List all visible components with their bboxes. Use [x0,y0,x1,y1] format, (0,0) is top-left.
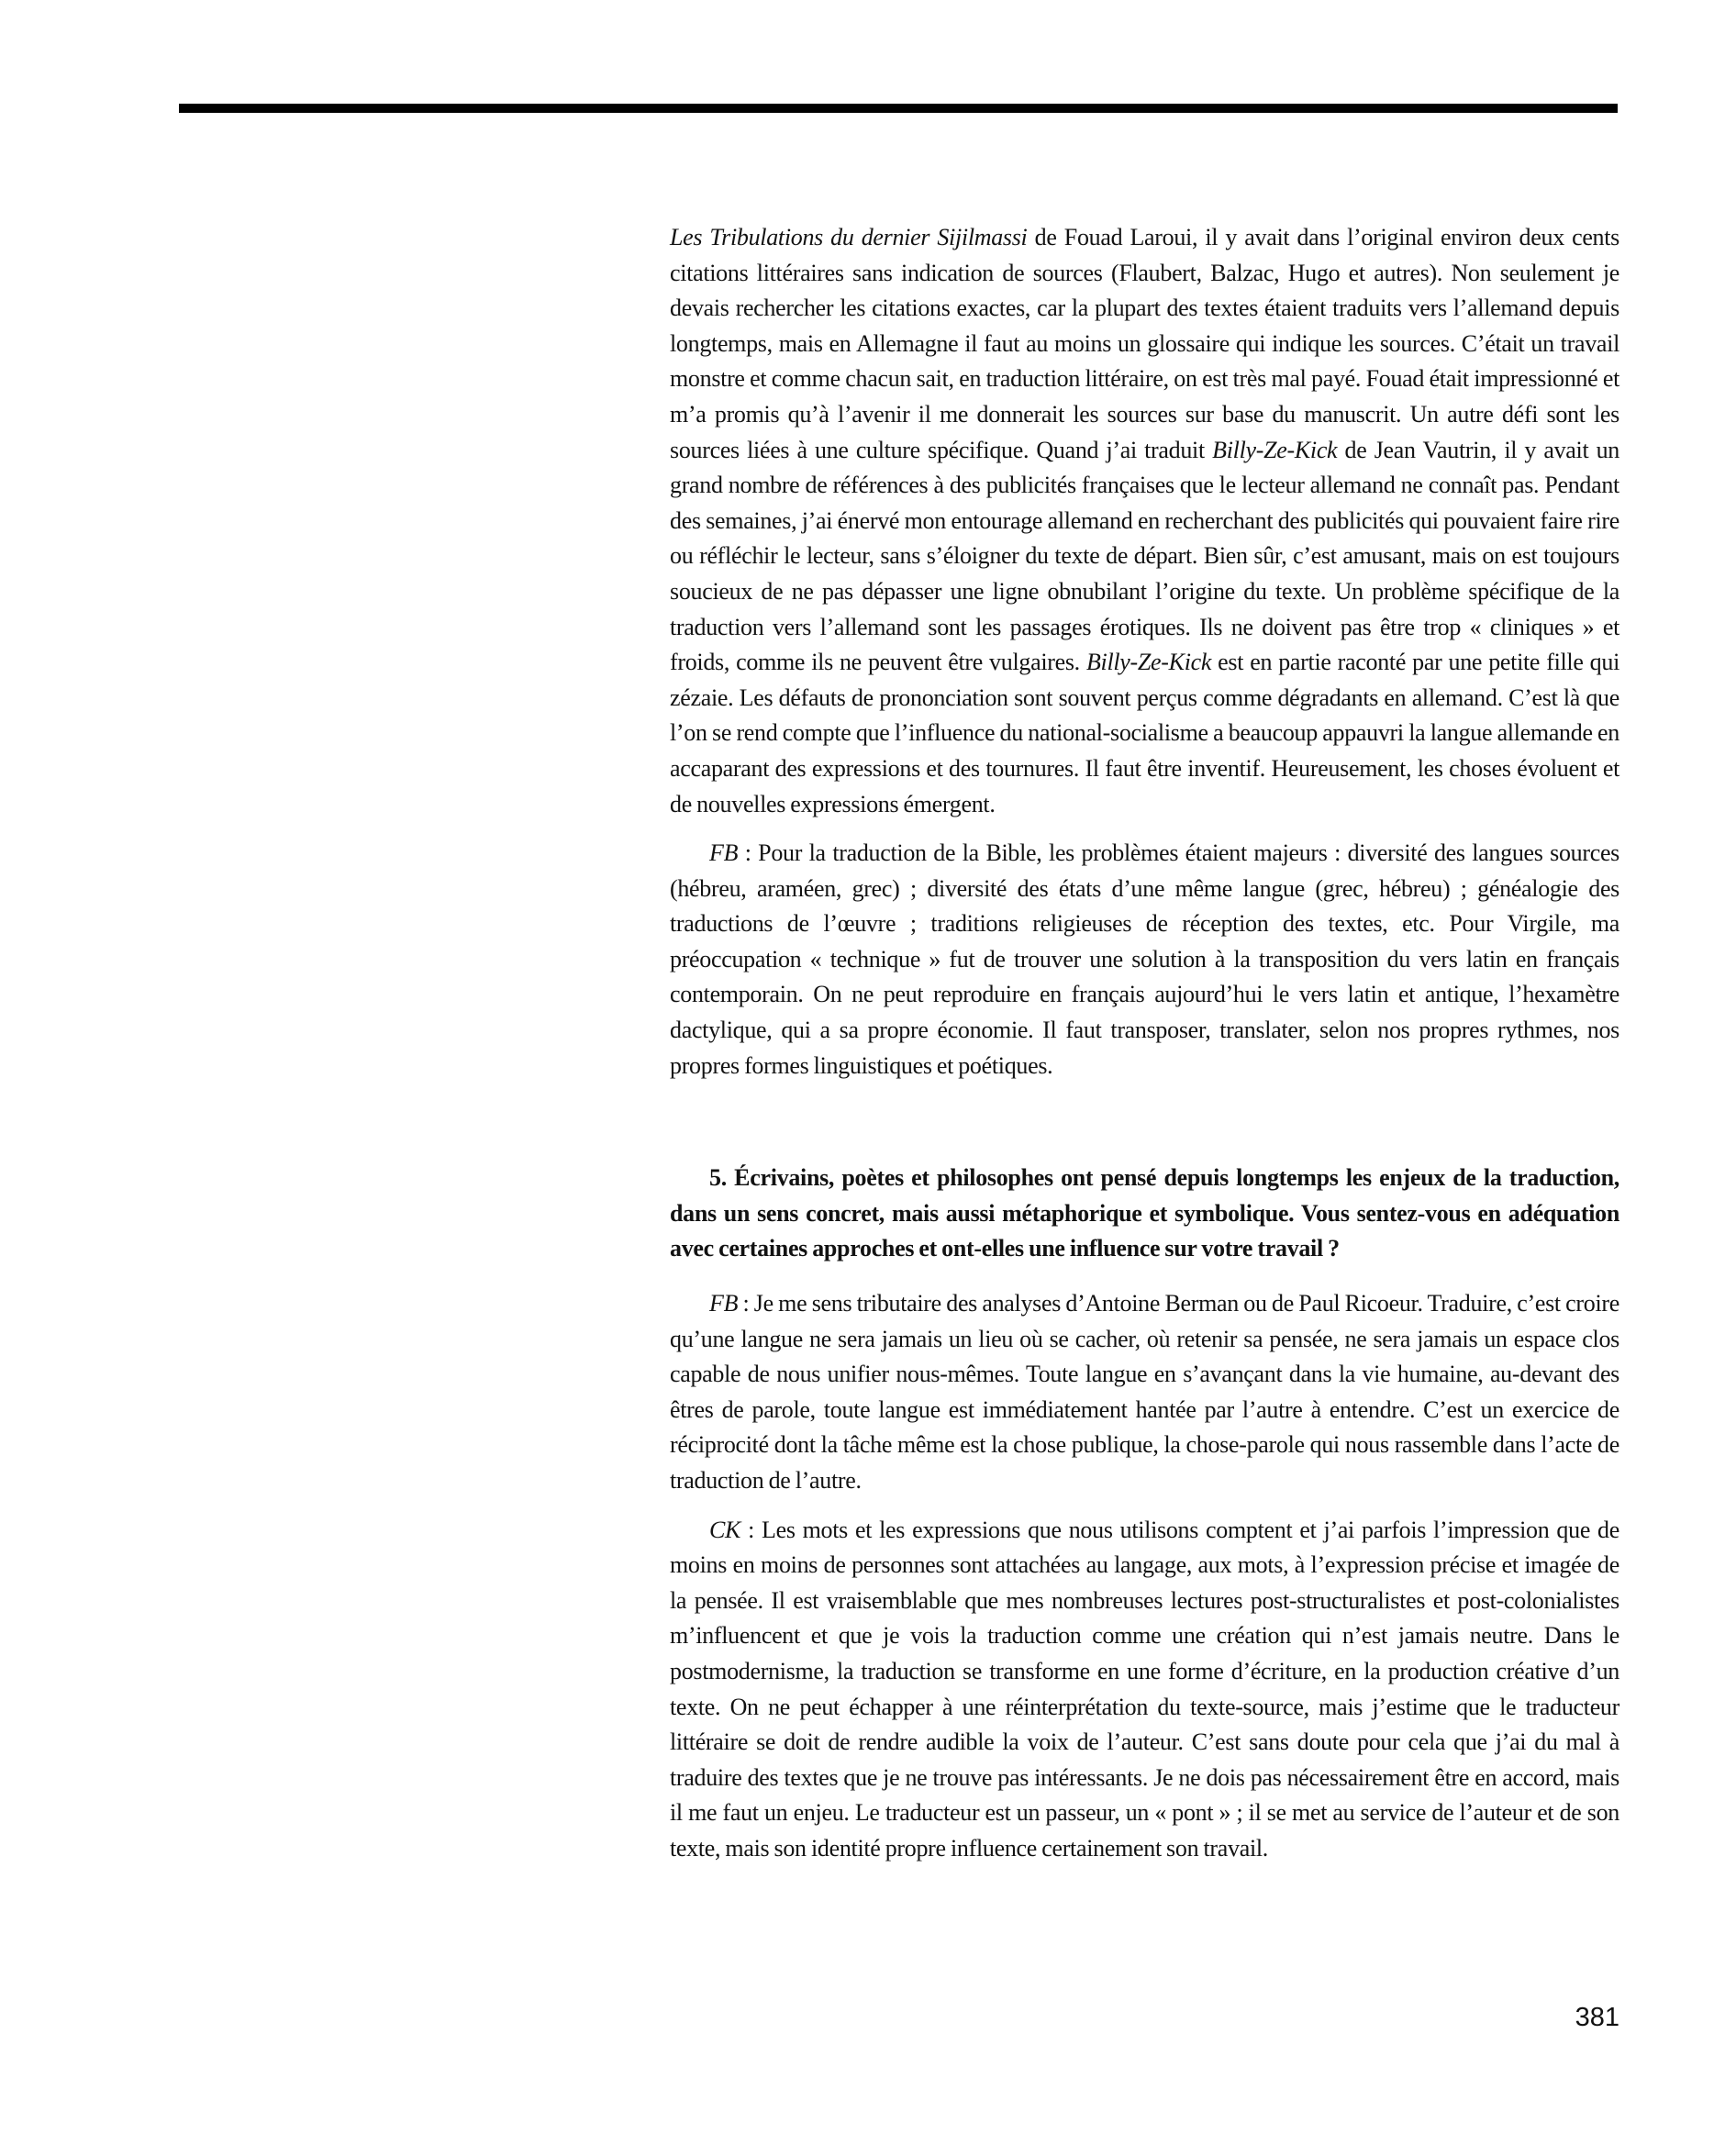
text-column [670,220,1619,1867]
book-title: Billy-Ze-Kick [1212,436,1338,463]
speaker-initials: FB [709,839,739,867]
text-segment: de Jean Vautrin, il y avait un grand nombre de références à des publicités françaises que le lecteur allemand ne connaît pas. Pendant des semaines, j’ai énervé mon entourage allemand en recherchant des publicités qui pouvaient faire rire ou réfléchir le lecteur, sans s’éloigner du texte de départ. Bien sûr, c’est amusant, mais on est toujours soucieux de ne pas dépasser une ligne obnubilant l’origine du texte. Un problème spécifique de la traduction vers l’allemand sont les passages érotiques. Ils ne doivent pas être trop « cliniques » et froids, comme ils ne peuvent être vulgaires. [670,436,1619,676]
fb-answer-paragraph-1 [670,836,1619,1084]
page-number: 381 [1575,2003,1619,2032]
fb-answer-paragraph-2 [670,1286,1619,1499]
continued-answer-paragraph [670,220,1619,822]
speaker-initials: FB [709,1290,739,1317]
text-segment: : Pour la traduction de la Bible, les problèmes étaient majeurs : diversité des langues sources (hébreu, araméen, grec) ; diversité des états d’une même langue (grec, hébreu) ; généalogie des traductions de l’œuvre ; traditions religieuses de réception des textes, etc. Pour Virgile, ma préoccupation « technique » fut de trouver une solution à la transposition du vers latin en français contemporain. On ne peut reproduire en français aujourd’hui le vers latin et antique, l’hexamètre dactylique, qui a sa propre économie. Il faut transposer, translater, selon nos propres rythmes, nos propres formes linguistiques et poétiques. [670,839,1619,1079]
question-5-heading [670,1161,1619,1267]
text-segment: de Fouad Laroui, il y avait dans l’original environ deux cents citations littéraires sans indication de sources (Flaubert, Balzac, Hugo et autres). Non seulement je devais rechercher les citations exactes, car la plupart des textes étaient traduits vers l’allemand depuis longtemps, mais en Allemagne il faut au moins un glossaire qui indique les sources. C’était un travail monstre et comme chacun sait, en traduction littéraire, on est très mal payé. Fouad était impressionné et m’a promis qu’à l’avenir il me donnerait les sources sur base du manuscrit. Un autre défi sont les sources liées à une culture spécifique. Quand j’ai traduit [670,224,1620,463]
speaker-initials: CK [709,1516,741,1543]
ck-answer-paragraph [670,1513,1619,1867]
top-rule [179,104,1618,113]
text-segment: 5. Écrivains, poètes et philosophes ont pensé depuis longtemps les enjeux de la traduction, dans un sens concret, mais aussi métaphorique et symbolique. Vous sentez-vous en adéquation avec certaines approches et ont-elles une influence sur votre travail ? [670,1164,1619,1262]
text-segment: : Je me sens tributaire des analyses d’Antoine Berman ou de Paul Ricoeur. Traduire, c’est croire qu’une langue ne sera jamais un lieu où se cacher, où retenir sa pensée, ne sera jamais un espace clos capable de nous unifier nous-mêmes. Toute langue en s’avançant dans la vie humaine, au-devant des êtres de parole, toute langue est immédiatement hantée par l’autre à entendre. C’est un exercice de réciprocité dont la tâche même est la chose publique, la chose-parole qui nous rassemble dans l’acte de traduction de l’autre. [670,1290,1619,1494]
text-segment: est en partie raconté par une petite fille qui zézaie. Les défauts de prononciation sont souvent perçus comme dégradants en allemand. C’est là que l’on se rend compte que l’influence du national-socialisme a beaucoup appauvri la langue allemande en accaparant des expressions et des tournures. Il faut être inventif. Heureusement, les choses évoluent et de nouvelles expressions émergent. [670,649,1619,817]
book-title: Les Tribulations du dernier Sijilmassi [670,224,1028,250]
book-title: Billy-Ze-Kick [1085,649,1212,676]
text-segment: : Les mots et les expressions que nous utilisons comptent et j’ai parfois l’impression que de moins en moins de personnes sont attachées au langage, aux mots, à l’expression précise et imagée de la pensée. Il est vraisemblable que mes nombreuses lectures post-structuralistes et post-colonialistes m’influencent et que je vois la traduction comme une création qui n’est jamais neutre. Dans le postmodernisme, la traduction se transforme en une forme d’écriture, en la production créative d’un texte. On ne peut échapper à une réinterprétation du texte-source, mais j’estime que le traducteur littéraire se doit de rendre audible la voix de l’auteur. C’est sans doute pour cela que j’ai du mal à traduire des textes que je ne trouve pas intéressants. Je ne dois pas nécessairement être en accord, mais il me faut un enjeu. Le traducteur est un passeur, un « pont » ; il se met au service de l’auteur et de son texte, mais son identité propre influence certainement son travail. [670,1516,1619,1861]
